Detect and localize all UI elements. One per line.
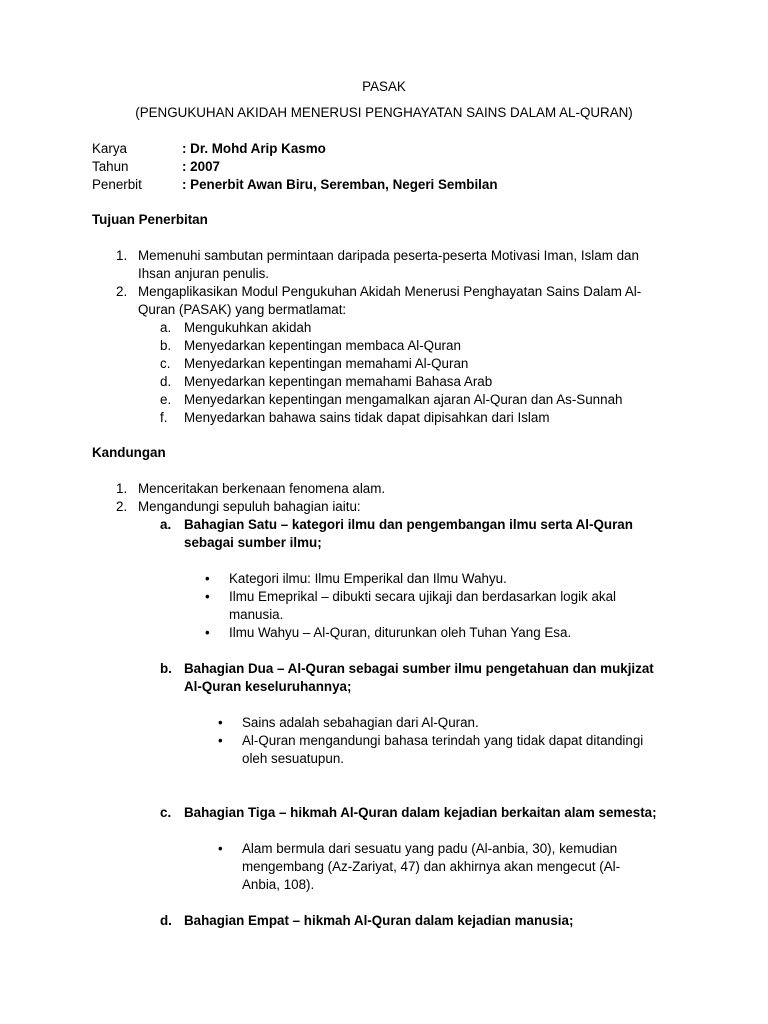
sublist-item-text: Menyedarkan kepentingan membaca Al-Quran [184,338,461,353]
sublist-letter: a. [160,320,172,335]
meta-key-karya: Karya [92,141,127,156]
list-item-text: Mengaplikasikan Modul Pengukuhan Akidah Menerusi Penghayatan Sains Dalam Al- [138,284,642,299]
meta-value-penerbit: : Penerbit Awan Biru, Seremban, Negeri Sembilan [182,177,498,192]
list-item-text: Quran (PASAK) yang bermatlamat: [138,302,347,317]
section-heading-tujuan: Tujuan Penerbitan [92,212,208,227]
bullet-dot: • [218,733,223,748]
bullet-text: Sains adalah sebahagian dari Al-Quran. [242,715,479,730]
section-title: Al-Quran keseluruhannya; [184,679,352,694]
bullet-text: Kategori ilmu: Ilmu Emperikal dan Ilmu Wahyu. [229,571,507,586]
bullet-text: Ilmu Emeprikal – dibukti secara ujikaji dan berdasarkan logik akal [229,589,617,604]
meta-value-tahun: : 2007 [182,159,220,174]
sublist-item-text: Menyedarkan kepentingan mengamalkan ajaran Al-Quran dan As-Sunnah [184,392,623,407]
bullet-text: manusia. [229,607,284,622]
section-letter: d. [160,913,172,928]
sublist-letter: e. [160,392,172,407]
section-letter: b. [160,661,172,676]
meta-key-penerbit: Penerbit [92,177,142,192]
section-letter: a. [160,517,172,532]
bullet-text: Ilmu Wahyu – Al-Quran, diturunkan oleh Tuhan Yang Esa. [229,625,572,640]
document-subtitle: (PENGUKUHAN AKIDAH MENERUSI PENGHAYATAN SAINS DALAM AL-QURAN) [135,105,633,120]
bullet-dot: • [218,715,223,730]
section-title: Bahagian Empat – hikmah Al-Quran dalam kejadian manusia; [184,913,574,928]
list-item-text: Memenuhi sambutan permintaan daripada peserta-peserta Motivasi Iman, Islam dan [138,248,639,263]
section-title: sebagai sumber ilmu; [184,535,322,550]
sublist-letter: b. [160,338,172,353]
list-number: 1. [116,481,128,496]
bullet-text: oleh sesuatupun. [242,751,344,766]
bullet-text: mengembang (Az-Zariyat, 47) dan akhirnya akan mengecut (Al- [242,859,621,874]
bullet-text: Anbia, 108). [242,877,315,892]
list-number: 2. [116,284,128,299]
bullet-dot: • [205,571,210,586]
section-letter: c. [160,805,172,820]
sublist-letter: c. [160,356,171,371]
list-number: 2. [116,499,128,514]
meta-key-tahun: Tahun [92,159,129,174]
sublist-letter: d. [160,374,172,389]
sublist-item-text: Menyedarkan kepentingan memahami Bahasa Arab [184,374,493,389]
sublist-letter: f. [160,410,168,425]
bullet-dot: • [218,841,223,856]
list-item-text: Menceritakan berkenaan fenomena alam. [138,481,386,496]
list-item-text: Mengandungi sepuluh bahagian iaitu: [138,499,361,514]
sublist-item-text: Menyedarkan bahawa sains tidak dapat dipisahkan dari Islam [184,410,550,425]
section-title: Bahagian Satu – kategori ilmu dan pengembangan ilmu serta Al-Quran [184,517,633,532]
meta-value-karya: : Dr. Mohd Arip Kasmo [182,141,326,156]
bullet-dot: • [205,625,210,640]
bullet-dot: • [205,589,210,604]
sublist-item-text: Menyedarkan kepentingan memahami Al-Quran [184,356,469,371]
section-title: Bahagian Dua – Al-Quran sebagai sumber ilmu pengetahuan dan mukjizat [184,661,654,676]
sublist-item-text: Mengukuhkan akidah [184,320,312,335]
section-heading-kandungan: Kandungan [92,445,166,460]
list-number: 1. [116,248,128,263]
list-item-text: Ihsan anjuran penulis. [138,266,270,281]
document-title: PASAK [362,79,406,94]
bullet-text: Al-Quran mengandungi bahasa terindah yang tidak dapat ditandingi [242,733,644,748]
bullet-text: Alam bermula dari sesuatu yang padu (Al-anbia, 30), kemudian [242,841,618,856]
section-title: Bahagian Tiga – hikmah Al-Quran dalam kejadian berkaitan alam semesta; [184,805,657,820]
